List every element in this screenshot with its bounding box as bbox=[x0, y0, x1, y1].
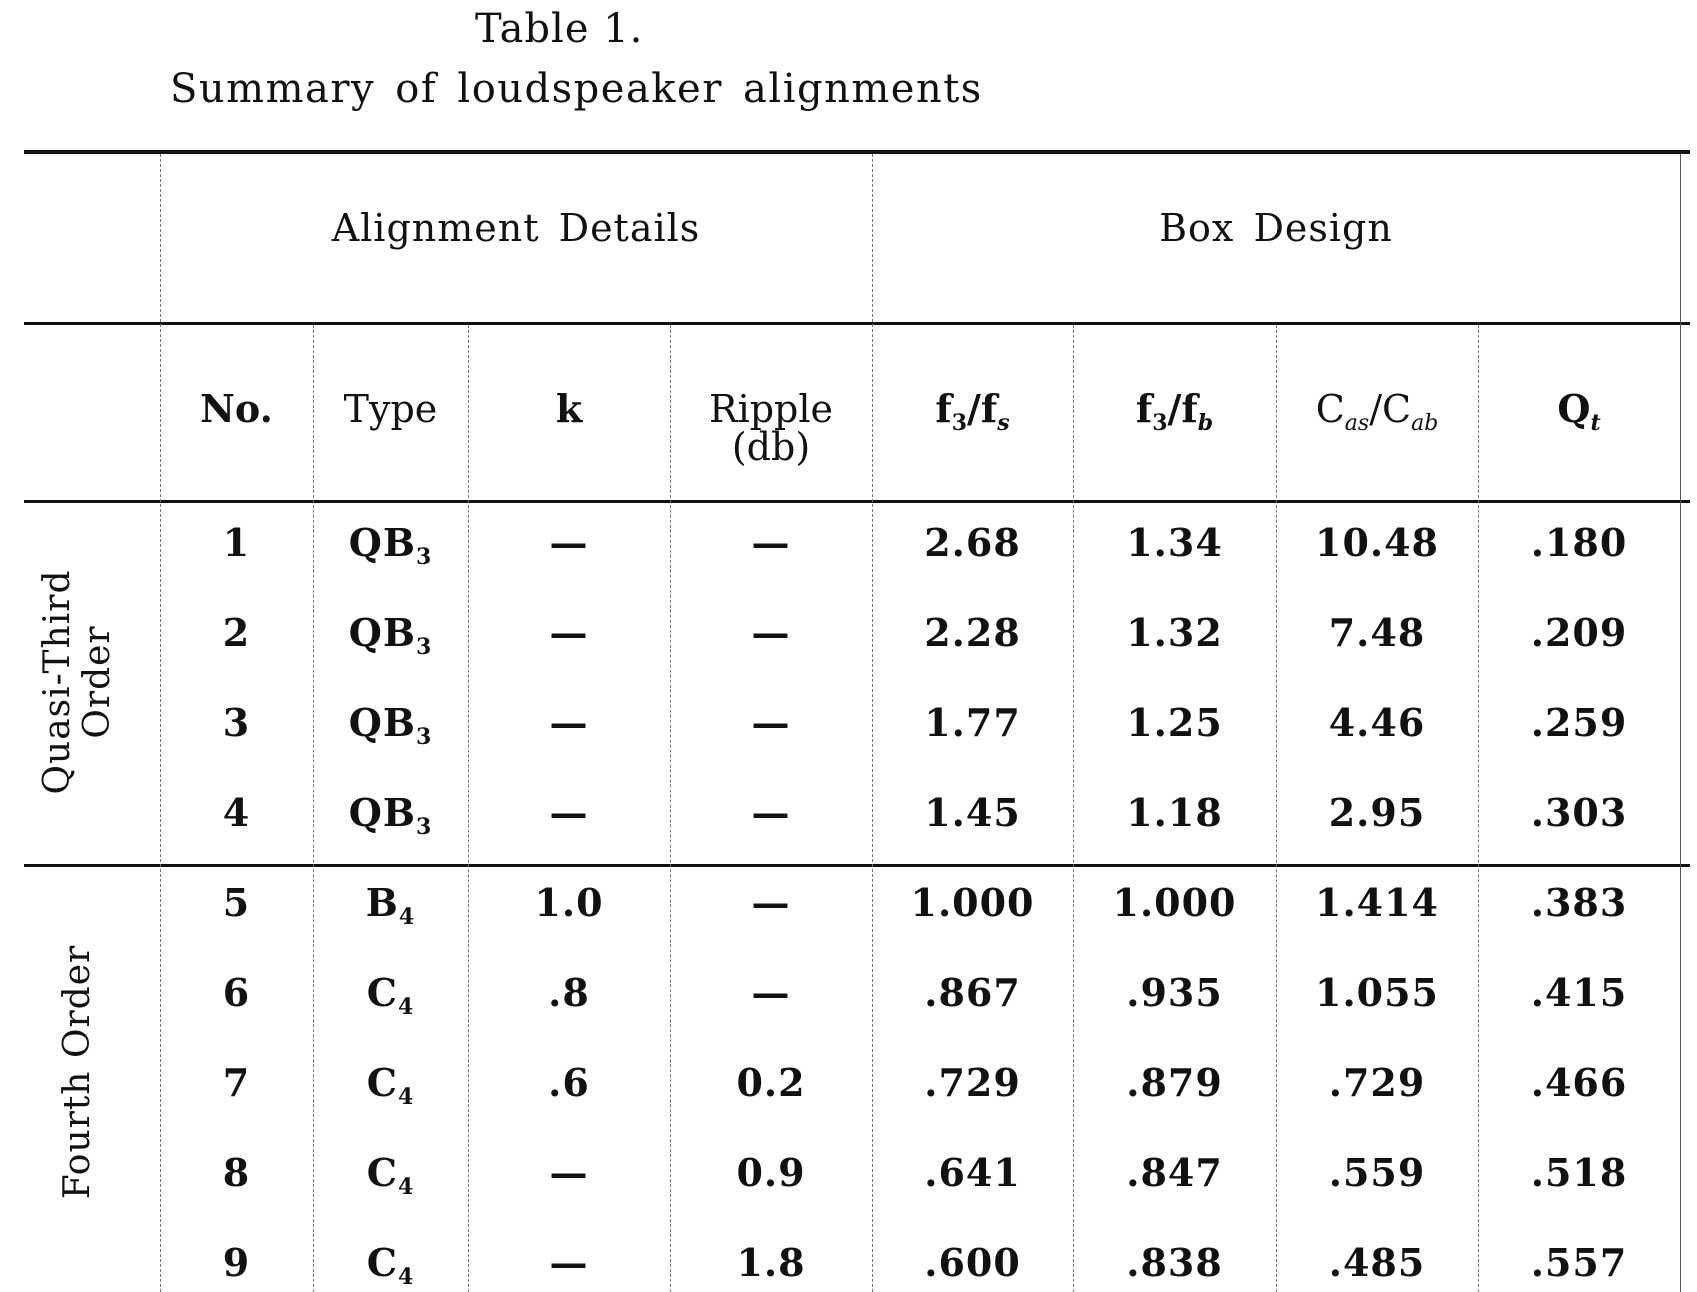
cell-ripple: 1.8 bbox=[736, 1240, 806, 1285]
column-header-ripple-line2: (db) bbox=[731, 425, 811, 469]
top-rule bbox=[24, 150, 1690, 154]
cell-type: $QB_3$ bbox=[348, 610, 433, 660]
cell-no: 5 bbox=[222, 880, 251, 925]
cell-f3fs: .867 bbox=[924, 970, 1021, 1015]
cell-f3fs: 2.68 bbox=[924, 520, 1021, 565]
section-label-fourth-order: Fourth Order bbox=[57, 944, 98, 1200]
cell-k: — bbox=[549, 520, 589, 565]
cell-qt: .209 bbox=[1530, 610, 1628, 655]
cell-no: 4 bbox=[222, 790, 251, 835]
cell-ripple: — bbox=[751, 790, 791, 835]
cell-ripple: — bbox=[751, 610, 791, 655]
cell-type: $C_4$ bbox=[366, 1060, 415, 1110]
cell-cas: 1.055 bbox=[1315, 970, 1439, 1015]
cell-f3fs: 1.77 bbox=[924, 700, 1021, 745]
cell-qt: .180 bbox=[1530, 520, 1628, 565]
cell-no: 7 bbox=[222, 1060, 251, 1105]
cell-ripple: 0.2 bbox=[736, 1060, 806, 1105]
cell-f3fb: 1.32 bbox=[1126, 610, 1223, 655]
cell-type: $B_4$ bbox=[365, 880, 416, 930]
cell-type: $QB_3$ bbox=[348, 520, 433, 570]
cell-f3fb: 1.18 bbox=[1126, 790, 1223, 835]
cell-qt: .303 bbox=[1530, 790, 1628, 835]
cell-ripple: 0.9 bbox=[736, 1150, 806, 1195]
cell-f3fs: 2.28 bbox=[924, 610, 1021, 655]
cell-qt: .557 bbox=[1530, 1240, 1628, 1285]
cell-ripple: — bbox=[751, 970, 791, 1015]
cell-f3fs: .641 bbox=[924, 1150, 1021, 1195]
cell-qt: .466 bbox=[1530, 1060, 1628, 1105]
group-header-box: Box Design bbox=[1159, 206, 1393, 250]
cell-ripple: — bbox=[751, 880, 791, 925]
column-header-f3-fs: $f_3/f_s$ bbox=[935, 386, 1010, 436]
cell-type: $C_4$ bbox=[366, 970, 415, 1020]
cell-qt: .259 bbox=[1530, 700, 1628, 745]
cell-cas: .729 bbox=[1328, 1060, 1426, 1105]
cell-type: $C_4$ bbox=[366, 1240, 415, 1290]
column-header-qt: $Q_t$ bbox=[1557, 386, 1601, 436]
cell-f3fb: .879 bbox=[1126, 1060, 1223, 1105]
column-header-ripple-line1: Ripple bbox=[708, 387, 834, 431]
cell-k: — bbox=[549, 1150, 589, 1195]
group-header-alignment: Alignment Details bbox=[331, 206, 701, 250]
cell-no: 3 bbox=[222, 700, 251, 745]
section-label-quasi-third-order: Quasi-Third Order bbox=[37, 569, 118, 795]
cell-f3fs: .729 bbox=[924, 1060, 1021, 1105]
column-header-k: k bbox=[555, 386, 583, 431]
cell-k: .6 bbox=[548, 1060, 590, 1105]
cell-cas: 1.414 bbox=[1315, 880, 1439, 925]
table-caption-number: Table 1. bbox=[475, 6, 644, 52]
cell-ripple: — bbox=[751, 520, 791, 565]
cell-f3fs: 1.45 bbox=[924, 790, 1021, 835]
cell-cas: .485 bbox=[1328, 1240, 1426, 1285]
cell-cas: 10.48 bbox=[1315, 520, 1439, 565]
cell-ripple: — bbox=[751, 700, 791, 745]
cell-f3fs: .600 bbox=[924, 1240, 1021, 1285]
cell-qt: .383 bbox=[1530, 880, 1628, 925]
cell-no: 6 bbox=[222, 970, 251, 1015]
cell-no: 8 bbox=[222, 1150, 251, 1195]
cell-k: — bbox=[549, 790, 589, 835]
cell-qt: .415 bbox=[1530, 970, 1628, 1015]
cell-k: .8 bbox=[548, 970, 590, 1015]
cell-cas: .559 bbox=[1328, 1150, 1426, 1195]
column-header-type: Type bbox=[343, 387, 438, 431]
cell-type: $QB_3$ bbox=[348, 790, 433, 840]
section-divider-rule bbox=[24, 864, 1690, 867]
cell-type: $C_4$ bbox=[366, 1150, 415, 1200]
column-head-bottom-rule bbox=[24, 500, 1690, 503]
cell-k: 1.0 bbox=[534, 880, 604, 925]
cell-f3fb: 1.34 bbox=[1126, 520, 1223, 565]
cell-f3fb: 1.25 bbox=[1126, 700, 1223, 745]
column-head-top-rule bbox=[24, 322, 1690, 325]
cell-f3fb: .935 bbox=[1126, 970, 1223, 1015]
column-header-no: No. bbox=[200, 386, 273, 431]
cell-cas: 4.46 bbox=[1328, 700, 1426, 745]
right-edge-rule bbox=[1680, 154, 1681, 1292]
cell-k: — bbox=[549, 1240, 589, 1285]
cell-f3fb: .838 bbox=[1126, 1240, 1223, 1285]
cell-no: 1 bbox=[222, 520, 251, 565]
cell-no: 9 bbox=[222, 1240, 251, 1285]
column-header-ripple bbox=[670, 387, 872, 469]
cell-f3fb: .847 bbox=[1126, 1150, 1223, 1195]
cell-k: — bbox=[549, 610, 589, 655]
cell-cas: 7.48 bbox=[1328, 610, 1426, 655]
cell-k: — bbox=[549, 700, 589, 745]
cell-qt: .518 bbox=[1530, 1150, 1628, 1195]
cell-cas: 2.95 bbox=[1328, 790, 1426, 835]
column-header-cas-cab: $C_{as}/C_{ab}$ bbox=[1315, 387, 1439, 436]
cell-no: 2 bbox=[222, 610, 251, 655]
table-caption-title: Summary of loudspeaker alignments bbox=[170, 66, 983, 112]
cell-f3fs: 1.000 bbox=[910, 880, 1035, 925]
cell-type: $QB_3$ bbox=[348, 700, 433, 750]
cell-f3fb: 1.000 bbox=[1112, 880, 1237, 925]
column-header-f3-fb: $f_3/f_b$ bbox=[1135, 386, 1214, 436]
